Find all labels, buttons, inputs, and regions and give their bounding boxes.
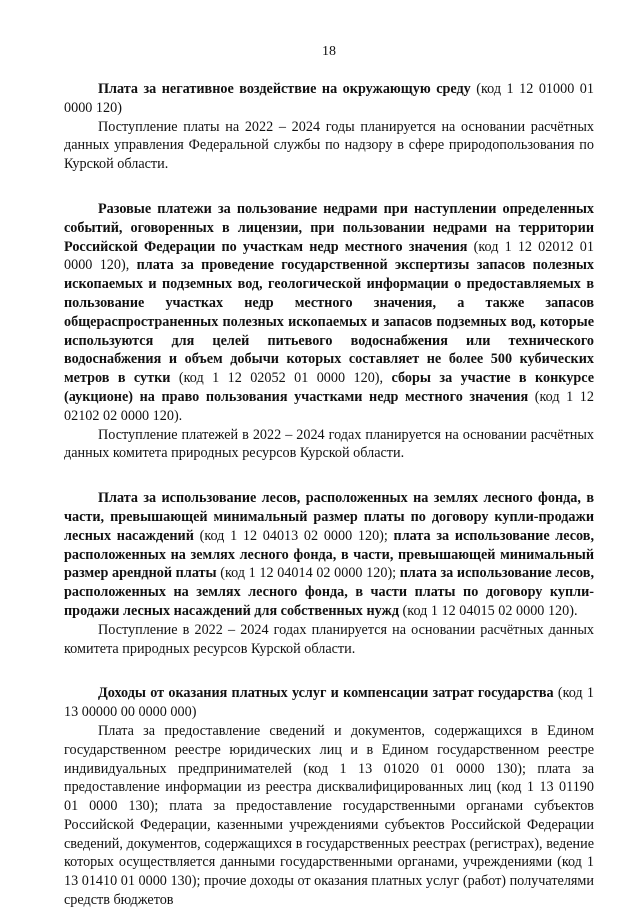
bold-text-run: Доходы от оказания платных услуг и компенсации затрат государства — [98, 685, 554, 702]
text-run: (код 1 13 00000 00 0000 000) — [64, 685, 594, 721]
section-heading-paragraph — [64, 489, 594, 621]
document-section — [64, 489, 594, 658]
section-heading-paragraph — [64, 200, 594, 426]
text-run: (код 1 12 02102 02 0000 120). — [64, 388, 594, 424]
text-run: (код 1 12 04015 02 0000 120). — [399, 602, 578, 619]
text-run: Поступление платежей в 2022 – 2024 годах планируется на основании расчётных данных комитета природных ресурсов Курской области. — [64, 426, 594, 462]
page-number: 18 — [322, 44, 336, 59]
body-paragraph — [64, 722, 594, 910]
text-run: (код 1 12 04013 02 0000 120); — [193, 527, 394, 544]
text-run: (код 1 12 04014 02 0000 120); — [216, 565, 400, 582]
body-paragraph — [64, 426, 594, 464]
document-section — [64, 80, 594, 174]
bold-text-run: Плата за негативное воздействие на окружающую среду — [98, 81, 471, 97]
bold-text-run: сборы за участие в конкурсе (аукционе) на право пользования участками недр местного значения — [64, 370, 594, 405]
section-heading-paragraph — [64, 80, 594, 118]
bold-text-run: Разовые платежи за пользование недрами при наступлении определенных событий, оговоренных в лицензии, при пользовании недрами на территории Российской Федерации по участкам недр местного значения — [64, 200, 594, 255]
text-run: Поступление в 2022 – 2024 годах планируется на основании расчётных данных комитета природных ресурсов Курской области. — [64, 621, 594, 657]
text-run: (код 1 12 02052 01 0000 120), — [170, 370, 392, 387]
document-section — [64, 684, 594, 910]
bold-text-run: плата за использование лесов, расположенных на землях лесного фонда, в части, превышающей минимальный размер арендной платы — [64, 527, 594, 582]
body-paragraph — [64, 621, 594, 659]
body-paragraph — [64, 118, 594, 174]
text-run: Поступление платы на 2022 – 2024 годы планируется на основании расчётных данных управления Федеральной службы по надзору в сфере природопользования по Курской области. — [64, 118, 594, 173]
document-body — [64, 80, 594, 910]
text-run: (код 1 12 02012 01 0000 120), — [64, 238, 594, 274]
bold-text-run: Плата за использование лесов, расположенных на землях лесного фонда, в части, превышающей минимальный размер платы по договору купли-продажи лесных насаждений — [64, 490, 594, 544]
section-heading-paragraph — [64, 684, 594, 722]
bold-text-run: плата за использование лесов, расположенных на землях лесного фонда, в части платы по договору купли-продажи лесных насаждений для собственных нужд — [64, 565, 594, 619]
bold-text-run: плата за проведение государственной экспертизы запасов полезных ископаемых и подземных вод, геологической информации о предоставляемых в пользование участках недр местного значения, а также запасов общераспространенных полезных ископаемых и запасов подземных вод, которые используются для целей питьевого водоснабжения или технического водоснабжения и объем добычи которых составляет не более 500 кубических метров в сутки — [64, 257, 595, 387]
document-section — [64, 200, 594, 463]
text-run: (код 1 12 01000 01 0000 120) — [64, 81, 594, 116]
text-run: Плата за предоставление сведений и документов, содержащихся в Едином государственном реестре юридических лиц и в Едином государственном реестре индивидуальных предпринимателей (код 1 13 01020 01 0000 130); плата за предоставление информации из реестра дисквалифицированных лиц (код 1 13 01190 01 0000 130); плата за предоставление государственными органами субъектов Российской Федерации, казенными учреждениями субъектов Российской Федерации сведений, документов, содержащихся в государственных реестрах (регистрах), ведение которых осуществляется данными государственными органами, учреждениями (код 1 13 01410 01 0000 130); прочие доходы от оказания платных услуг (работ) получателями средств бюджетов — [64, 722, 594, 909]
